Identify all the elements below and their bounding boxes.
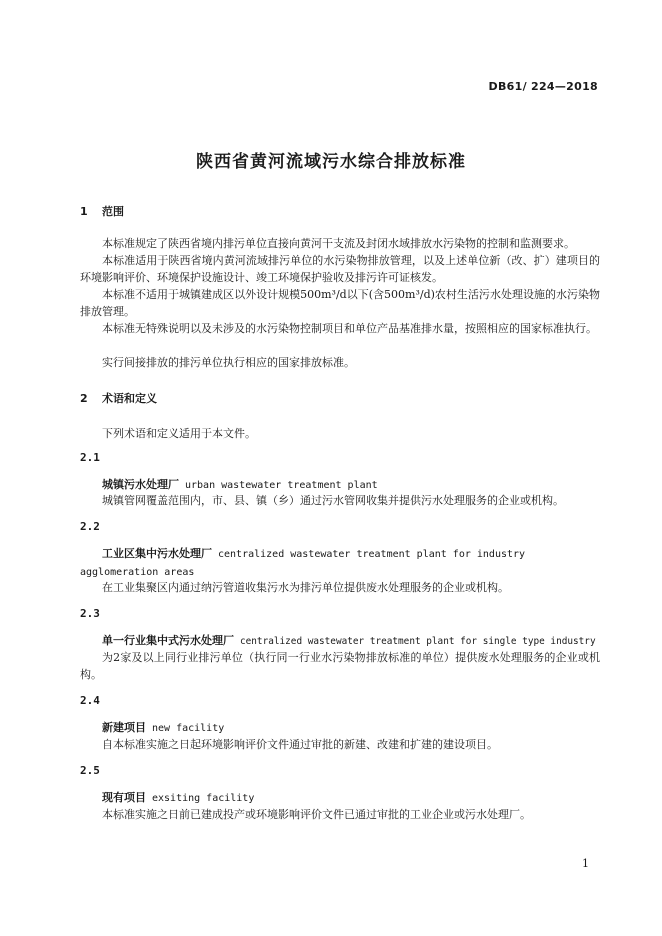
- paragraph: 本标准适用于陕西省境内黄河流域排污单位的水污染物排放管理，以及上述单位新（改、扩）建项目的环境影响评价、环境保护设施设计、竣工环境保护验收及排污许可证核发。: [80, 254, 600, 284]
- term-en: centralized wastewater treatment plant for industry agglomeration areas: [80, 549, 526, 578]
- term-definition: 本标准实施之日前已建成投产或环境影响评价文件已通过审批的工业企业或污水处理厂。: [102, 808, 531, 821]
- term-definition: 为2家及以上同行业排污单位（执行同一行业水污染物排放标准的单位）提供废水处理服务的企业或机构。: [80, 651, 600, 681]
- standard-code: DB61/ 224—2018: [488, 80, 598, 93]
- term-cn: 单一行业集中式污水处理厂: [102, 634, 234, 647]
- term-cn: 新建项目: [102, 721, 146, 734]
- term-number: 2.4: [80, 694, 100, 707]
- section-number: 2: [80, 392, 88, 405]
- section-1-heading: [80, 203, 124, 219]
- term-title: [102, 476, 378, 492]
- section-2-heading: [80, 390, 157, 406]
- section-intro: 下列术语和定义适用于本文件。: [102, 427, 256, 440]
- term-en: centralized wastewater treatment plant for single type industry: [240, 636, 596, 647]
- paragraph: 实行间接排放的排污单位执行相应的国家排放标准。: [102, 356, 355, 369]
- term-en: new facility: [152, 723, 225, 734]
- page-number: 1: [582, 857, 589, 870]
- term-definition: 自本标准实施之日起环境影响评价文件通过审批的新建、改建和扩建的建设项目。: [102, 738, 498, 751]
- term-number: 2.1: [80, 451, 100, 464]
- term-definition: 城镇管网覆盖范围内，市、县、镇（乡）通过污水管网收集并提供污水处理服务的企业或机构。: [102, 494, 564, 507]
- term-number: 2.5: [80, 764, 100, 777]
- term-cn: 工业区集中污水处理厂: [102, 547, 212, 560]
- term-number: 2.3: [80, 607, 100, 620]
- term-title: [80, 545, 600, 581]
- paragraph: 本标准不适用于城镇建成区以外设计规模500m³/d以下(含500m³/d)农村生活污水处理设施的水污染物排放管理。: [80, 288, 600, 318]
- term-title: [102, 632, 596, 648]
- paragraph: 本标准规定了陕西省境内排污单位直接向黄河干支流及封闭水域排放水污染物的控制和监测要求。: [102, 237, 575, 250]
- term-cn: 城镇污水处理厂: [102, 478, 179, 491]
- term-number: 2.2: [80, 520, 100, 533]
- term-definition: 在工业集聚区内通过纳污管道收集污水为排污单位提供废水处理服务的企业或机构。: [102, 581, 509, 594]
- term-title: [102, 719, 224, 735]
- term-en: exsiting facility: [152, 793, 255, 804]
- section-title: 术语和定义: [102, 392, 157, 405]
- paragraph: 本标准无特殊说明以及未涉及的水污染物控制项目和单位产品基准排水量，按照相应的国家标准执行。: [102, 322, 597, 335]
- page-title: 陕西省黄河流域污水综合排放标准: [196, 152, 466, 172]
- term-en: urban wastewater treatment plant: [185, 480, 378, 491]
- term-cn: 现有项目: [102, 791, 146, 804]
- section-number: 1: [80, 205, 88, 218]
- section-title: 范围: [102, 205, 124, 218]
- term-title: [102, 789, 254, 805]
